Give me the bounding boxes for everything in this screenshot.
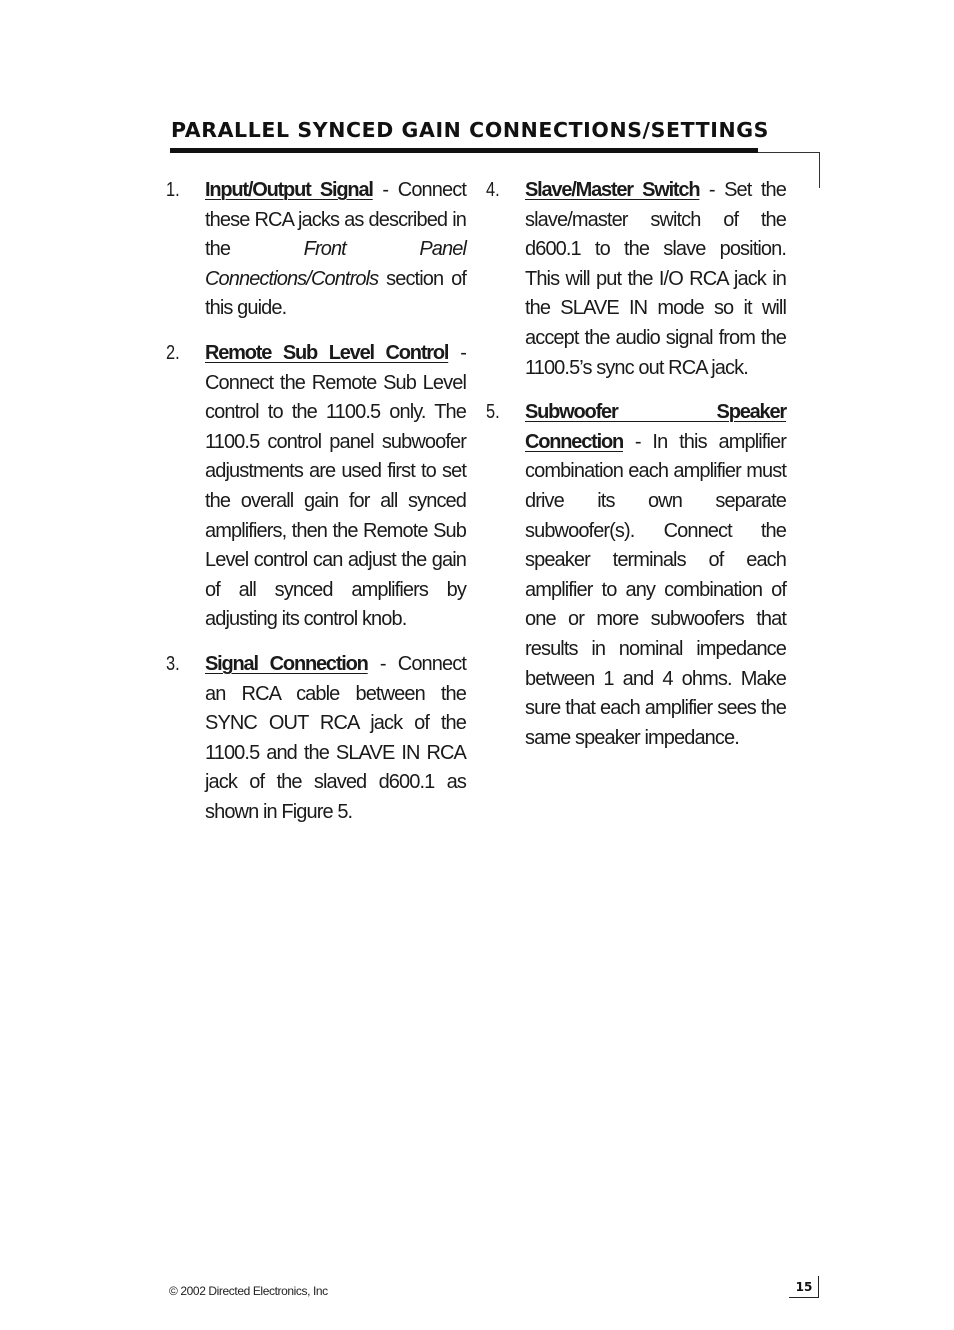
item-heading: Slave/Master Switch [525,179,700,201]
page-number-tick [818,1276,819,1298]
item-heading: Remote Sub Level Control [205,341,449,364]
item-number: 4. [486,179,500,201]
item-text: - Connect an RCA cable between the SYNC OUT RCA jack of the 1100.5 and the SLAVE IN RCA jack of the slaved d600.1 as shown in Figure 5. [205,652,466,823]
list-item-5 [486,398,786,753]
item-text: - Connect the Remote Sub Level control to the 1100.5 only. The 1100.5 control panel subwoofer adjustments are used first to set the overall gain for all synced amplifiers, then the Remote Sub Level control can adjust the gain of all synced amplifiers by adjusting its control knob. [205,341,467,631]
item-number: 5. [486,401,500,424]
item-reference: Front Panel Connections/Controls [205,238,466,290]
item-text-end: section of this guide. [205,267,466,320]
item-text: - In this amplifier combination each amplifier must drive its own separate subwoofer(s). Connect the speaker terminals of each amplifier to any combination of one or more subwoofers that results in nominal impedance between 1 and 4 ohms. Make sure that each amplifier sees the same speaker impedance. [525,430,786,749]
title-rule [170,148,758,153]
copyright-footer: © 2002 Directed Electronics, Inc [169,1284,328,1298]
item-body [205,176,466,324]
title-rule-extension [758,152,820,153]
item-heading: Input/Output Signal [205,179,373,201]
item-heading: Signal Connection [205,652,368,675]
list-item-4 [486,176,786,383]
item-number: 1. [166,179,180,201]
left-column [166,176,466,842]
list-item-3 [166,650,466,828]
item-body [205,650,466,828]
item-text: - Set the slave/master switch of the d600.1 to the slave position. This will put the I/O RCA jack in the SLAVE IN mode so it will accept the audio signal from the 1100.5’s sync out RCA jack. [525,179,786,379]
item-heading: Subwoofer Speaker Connection [525,401,786,453]
list-item-1 [166,176,466,324]
item-body [205,339,466,635]
item-number: 2. [166,341,180,364]
item-body [525,176,786,383]
page-number-rule [789,1297,819,1298]
right-column [486,176,786,768]
page-number: 15 [795,1280,813,1294]
item-text: - Connect these RCA jacks as described in the [205,179,466,261]
page-title: PARALLEL SYNCED GAIN CONNECTIONS/SETTINGS [171,118,770,142]
title-rule-tick [819,152,820,188]
list-item-2 [166,339,466,635]
item-number: 3. [166,652,180,675]
item-body [525,398,786,753]
